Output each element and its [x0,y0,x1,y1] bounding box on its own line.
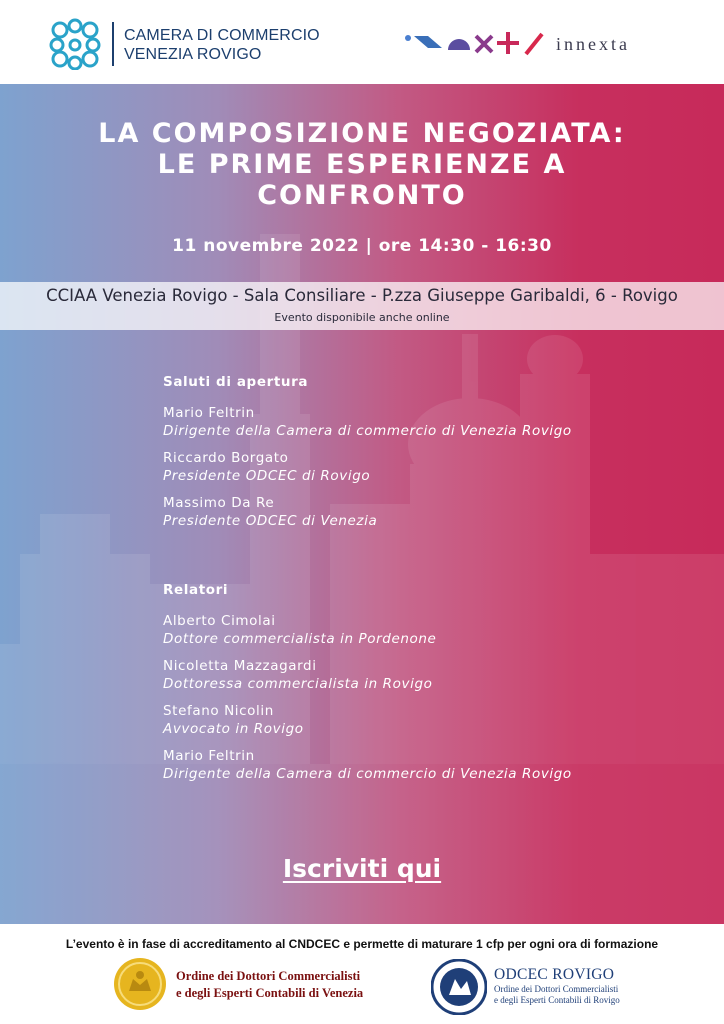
partner-name: innexta [556,34,630,54]
venezia-order-seal-icon [113,957,167,1011]
event-title-line1: LA COMPOSIZIONE NEGOZIATA: [98,118,626,149]
opening-section [163,374,572,530]
person-role: Dirigente della Camera di commercio di Venezia Rovigo [163,423,572,439]
event-datetime: 11 novembre 2022 | ore 14:30 - 16:30 [172,236,552,256]
person-entry [163,449,572,485]
person-name: Mario Feltrin [163,405,255,421]
innexta-logo-icon [404,28,546,58]
section-label: Relatori [163,582,229,598]
accreditation-note: L’evento è in fase di accreditamento al CNDCEC e permette di maturare 1 cfp per ogni ora di formazione [65,937,659,951]
venezia-order-line1: Ordine dei Dottori Commercialisti [176,969,361,983]
rovigo-order-line2: e degli Esperti Contabili di Rovigo [494,995,620,1005]
rovigo-order-name [494,966,620,1006]
person-name: Stefano Nicolin [163,703,274,719]
person-name: Massimo Da Re [163,495,275,511]
venue-band [0,282,724,330]
rovigo-order-line1: Ordine dei Dottori Commercialisti [494,984,619,994]
rovigo-order-title: ODCEC ROVIGO [494,966,615,983]
person-role: Dottoressa commercialista in Rovigo [163,676,433,692]
camera-commercio-logo-icon [48,18,102,70]
person-role: Avvocato in Rovigo [163,721,304,737]
venezia-order-name [176,968,363,1002]
footer [0,924,724,1024]
person-entry [163,404,572,440]
signup-link[interactable]: Iscriviti qui [282,854,442,883]
rovigo-order-seal-icon [431,959,487,1015]
online-note: Evento disponibile anche online [274,311,450,324]
event-title [20,118,704,211]
person-role: Presidente ODCEC di Venezia [163,513,378,529]
hero-banner [0,84,724,924]
event-title-line3: CONFRONTO [257,180,467,211]
event-venue: CCIAA Venezia Rovigo - Sala Consiliare - P.zza Giuseppe Garibaldi, 6 - Rovigo [46,286,678,305]
person-role: Presidente ODCEC di Rovigo [163,468,371,484]
organizer-name-line1: CAMERA DI COMMERCIO [124,27,320,44]
person-role: Dottore commercialista in Pordenone [163,631,437,647]
event-title-line2: LE PRIME ESPERIENZE A [157,149,567,180]
section-label: Saluti di apertura [163,374,309,390]
person-entry [163,747,572,783]
organizer-name-line2: VENEZIA ROVIGO [124,46,262,63]
person-name: Riccardo Borgato [163,450,289,466]
person-name: Alberto Cimolai [163,613,276,629]
header-divider [112,22,114,66]
speakers-section [163,582,572,783]
person-entry [163,494,572,530]
person-role: Dirigente della Camera di commercio di Venezia Rovigo [163,766,572,782]
venezia-order-line2: e degli Esperti Contabili di Venezia [176,986,364,1000]
person-name: Mario Feltrin [163,748,255,764]
person-entry [163,657,572,693]
person-entry [163,702,572,738]
person-entry [163,612,572,648]
header [0,0,724,84]
organizer-name [124,26,320,64]
person-name: Nicoletta Mazzagardi [163,658,317,674]
